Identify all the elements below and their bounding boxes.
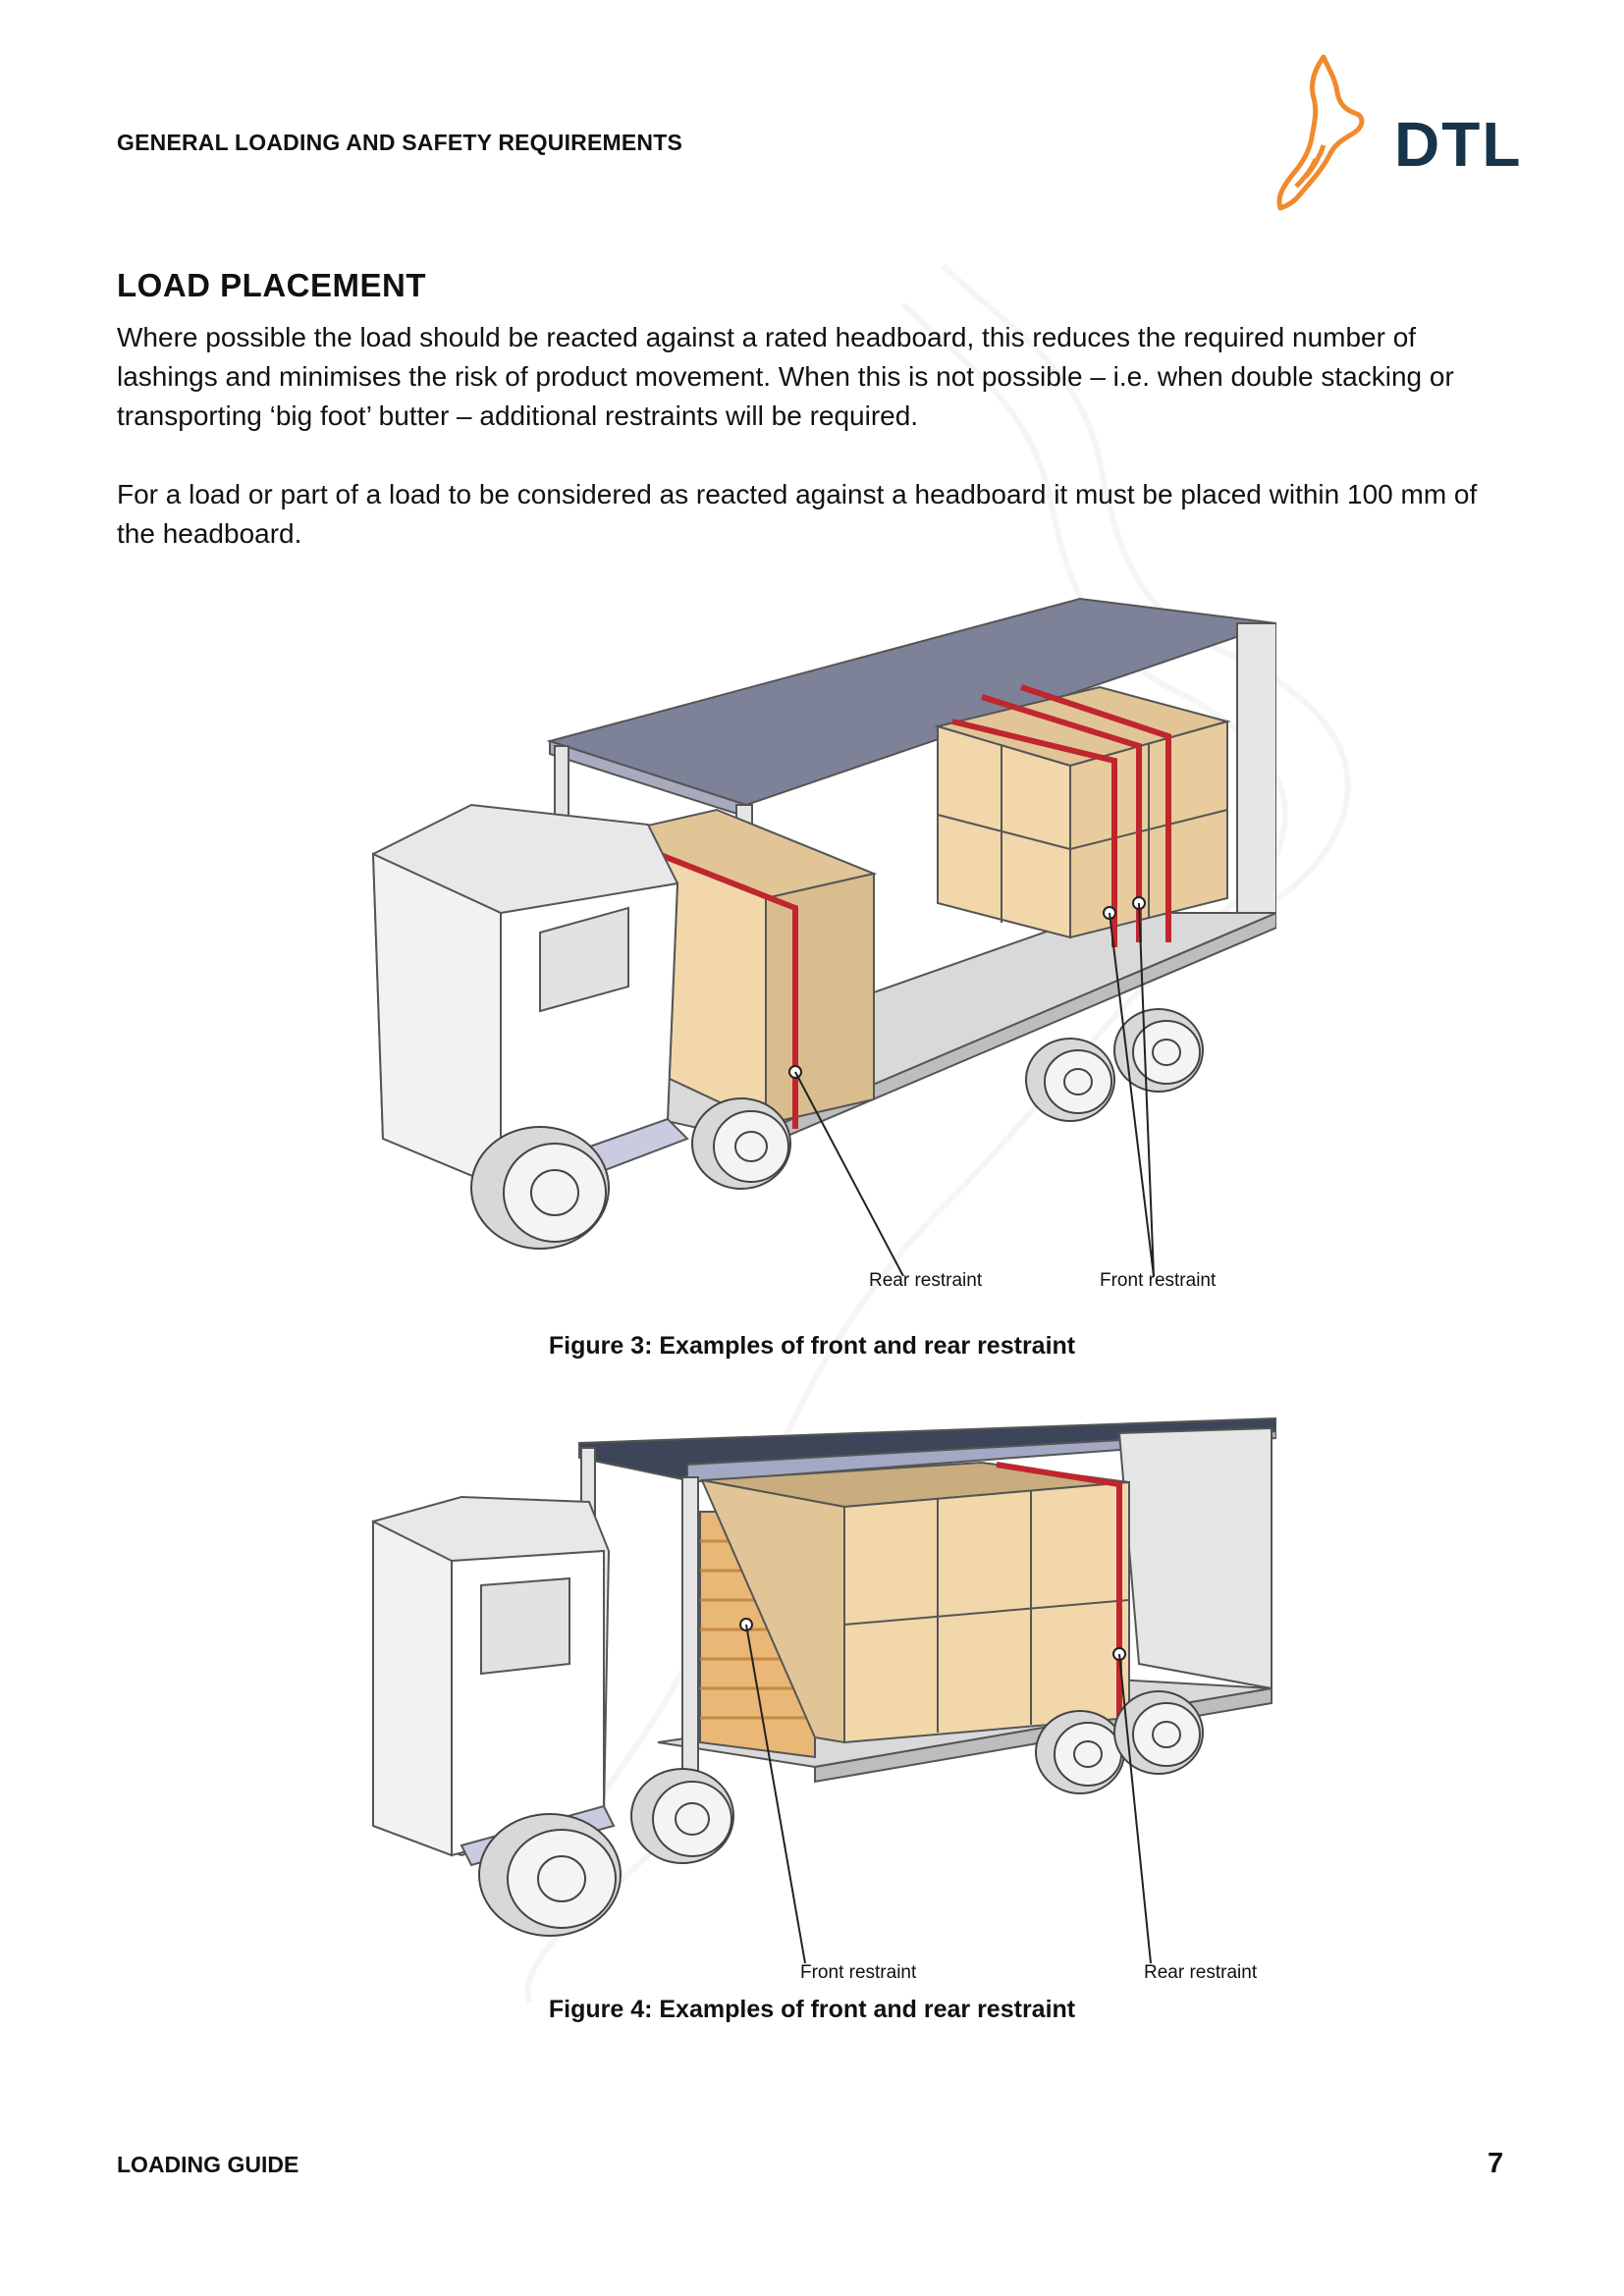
- rear-restraint-label: Rear restraint: [1144, 1962, 1258, 1983]
- nz-map-icon: [1267, 49, 1394, 216]
- front-restraint-label: Front restraint: [800, 1962, 917, 1983]
- truck-illustration: [353, 589, 1276, 1296]
- front-restraint-label: Front restraint: [1100, 1270, 1217, 1291]
- section-title: LOAD PLACEMENT: [117, 267, 426, 303]
- page-number: 7: [1488, 2148, 1504, 2179]
- paragraph: For a load or part of a load to be considered as reacted against a headboard it must be placed within 100 mm of the headboard.: [117, 479, 1478, 549]
- figure-caption: Figure 4: Examples of front and rear restraint: [548, 1996, 1076, 2023]
- footer-title: LOADING GUIDE: [117, 2152, 299, 2177]
- figure-caption: Figure 3: Examples of front and rear restraint: [548, 1332, 1076, 1360]
- rear-restraint-label: Rear restraint: [869, 1270, 983, 1291]
- header-title: GENERAL LOADING AND SAFETY REQUIREMENTS: [117, 130, 683, 155]
- dtl-logo: [1267, 49, 1532, 216]
- truck-illustration: [353, 1404, 1276, 1983]
- paragraph: Where possible the load should be reacted against a rated headboard, this reduces the required number of lashings and minimises the risk of product movement. When this is not possible – i.e. when double stacking or transporting ‘big foot’ butter – additional restraints will be required.: [117, 322, 1454, 431]
- logo-text: DTL: [1394, 109, 1523, 180]
